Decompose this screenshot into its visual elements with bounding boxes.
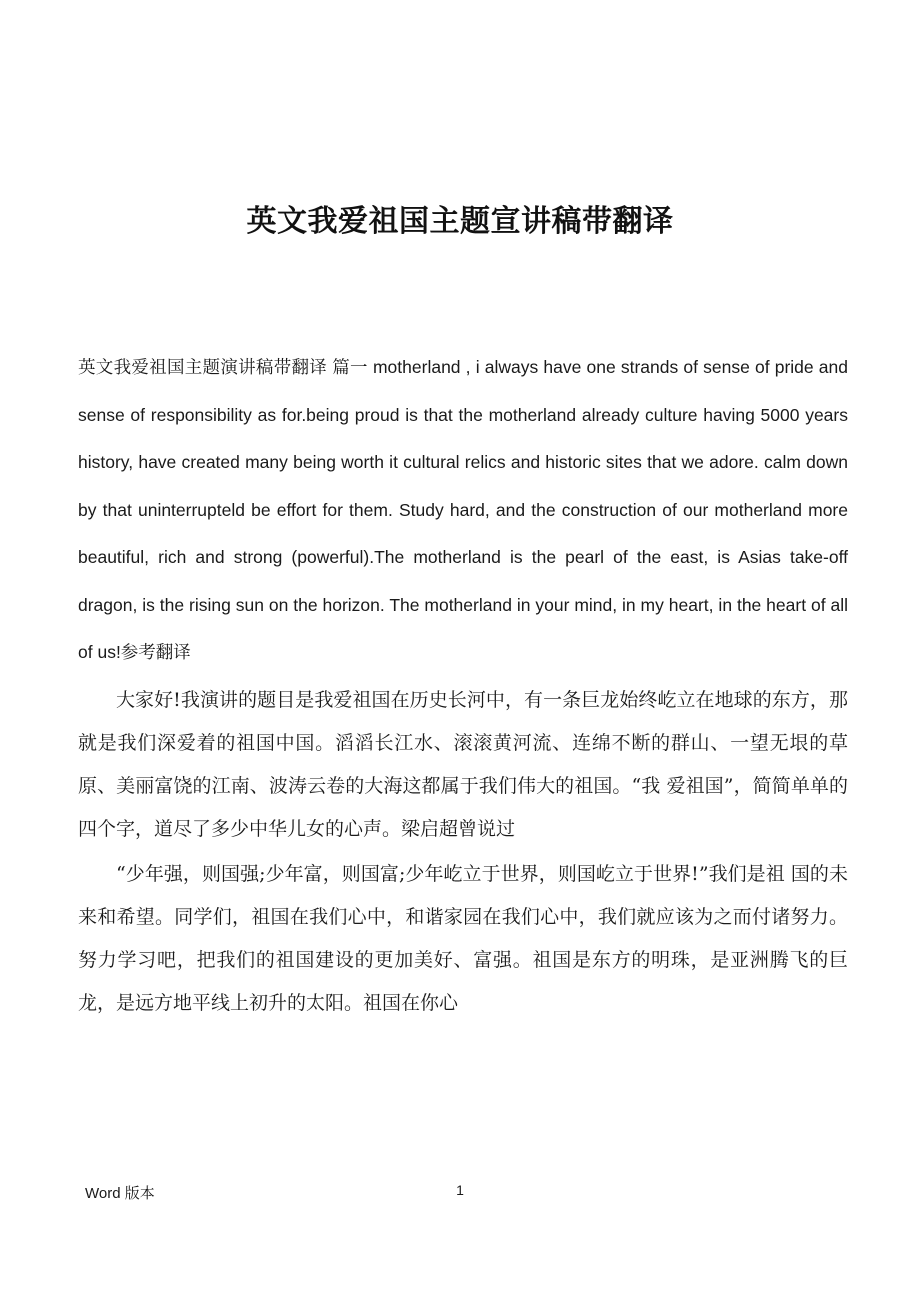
page-footer [0,1182,920,1216]
footer-word-version-label: Word 版本 [85,1185,155,1202]
footer-page-number: 1 [456,1182,464,1198]
paragraph-chinese-2: “少年强，则国强;少年富，则国富;少年屹立于世界，则国屹立于世界!”我们是祖 国的未来和希望。同学们，祖国在我们心中，和谐家园在我们心中，我们就应该为之而付诸努力。努力学习吧，把我们的祖国建设的更加美好、富强。祖国是东方的明珠，是亚洲腾飞的巨龙，是远方地平线上初升的太阳。祖国在你心 [78,862,848,1014]
page-title: 英文我爱祖国主题宣讲稿带翻译 [246,204,674,239]
document-body [78,344,848,1025]
paragraph-english-intro: 英文我爱祖国主题演讲稿带翻译 篇一 motherland , i always have one strands of sense of pride and sense of responsibility as for.being proud is that the motherland already culture having 5000 years history, have created many being worth it cultural relics and historic sites that we adore. calm down by that uninterrupteld be effort for them. Study hard, and the construction of our motherland more beautiful, rich and strong (powerful).The motherland is the pearl of the east, is Asias take-off dragon, is the rising sun on the horizon. The motherland in your mind, in my heart, in the heart of all of us!参考翻译 [78,357,848,662]
paragraph-chinese-1: 大家好!我演讲的题目是我爱祖国在历史长河中，有一条巨龙始终屹立在地球的东方，那就是我们深爱着的祖国中国。滔滔长江水、滚滚黄河流、连绵不断的群山、一望无垠的草原、美丽富饶的江南、波涛云卷的大海这都属于我们伟大的祖国。“我 爱祖国”，简简单单的四个字，道尽了多少中华儿女的心声。梁启超曾说过 [78,688,848,840]
